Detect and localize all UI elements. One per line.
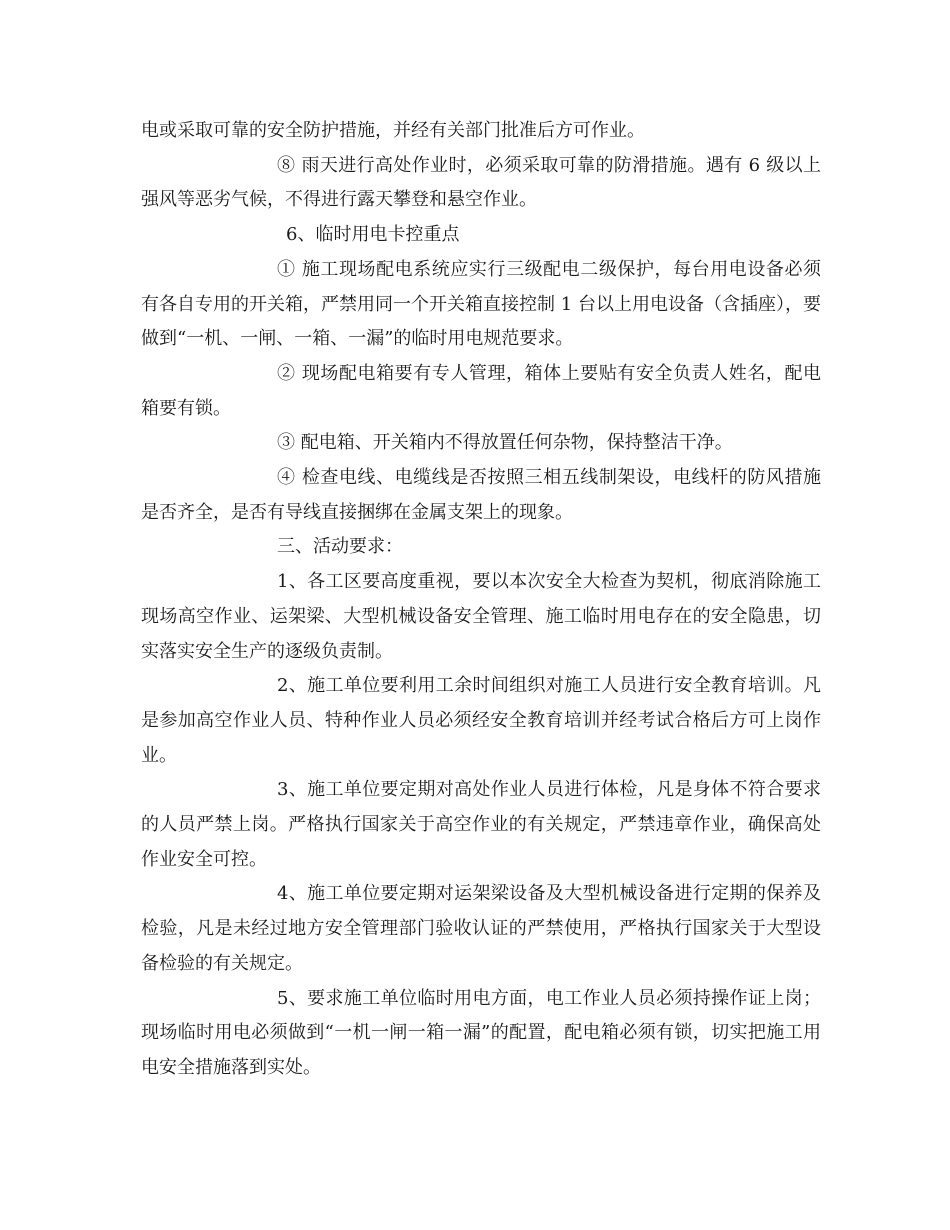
requirement-4: 4、施工单位要定期对运架梁设备及大型机械设备进行定期的保养及检验，凡是未经过地方安全管理部门验收认证的严禁使用，严格执行国家关于大型设备检验的有关规定。 (141, 883, 821, 974)
section-heading-3: 三、活动要求： (277, 536, 403, 558)
section-heading-6: 6、临时用电卡控重点 (286, 224, 460, 246)
requirement-2: 2、施工单位要利用工余时间组织对施工人员进行安全教育培训。凡是参加高空作业人员、特种作业人员必须经安全教育培训并经考试合格后方可上岗作业。 (141, 675, 821, 766)
paragraph-continuation: 电或采取可靠的安全防护措施，并经有关部门批准后方可作业。 (141, 120, 645, 141)
requirement-1: 1、各工区要高度重视，要以本次安全大检查为契机，彻底消除施工现场高空作业、运架梁、大型机械设备安全管理、施工临时用电存在的安全隐患，切实落实安全生产的逐级负责制。 (141, 571, 821, 662)
paragraph-item-1: ① 施工现场配电系统应实行三级配电二级保护，每台用电设备必须有各自专用的开关箱，严禁用同一个开关箱直接控制 1 台以上用电设备（含插座），要做到“一机、一闸、一箱、一漏”的临时用电规范要求。 (141, 258, 821, 350)
requirement-3: 3、施工单位要定期对高处作业人员进行体检，凡是身体不符合要求的人员严禁上岗。严格执行国家关于高空作业的有关规定，严禁违章作业，确保高处作业安全可控。 (141, 779, 821, 870)
paragraph-item-4: ④ 检查电线、电缆线是否按照三相五线制架设，电线杆的防风措施是否齐全，是否有导线直接捆绑在金属支架上的现象。 (141, 467, 821, 523)
paragraph-item-2: ② 现场配电箱要有专人管理，箱体上要贴有安全负责人姓名，配电箱要有锁。 (141, 362, 821, 419)
paragraph-item-8: ⑧ 雨天进行高处作业时，必须采取可靠的防滑措施。遇有 6 级以上强风等恶劣气候，不得进行露天攀登和悬空作业。 (141, 154, 821, 211)
paragraph-item-3: ③ 配电箱、开关箱内不得放置任何杂物，保持整洁干净。 (277, 432, 733, 454)
document-body (141, 114, 821, 1086)
requirement-5: 5、要求施工单位临时用电方面，电工作业人员必须持操作证上岗；现场临时用电必须做到“一机一闸一箱一漏”的配置，配电箱必须有锁，切实把施工用电安全措施落到实处。 (141, 987, 821, 1078)
